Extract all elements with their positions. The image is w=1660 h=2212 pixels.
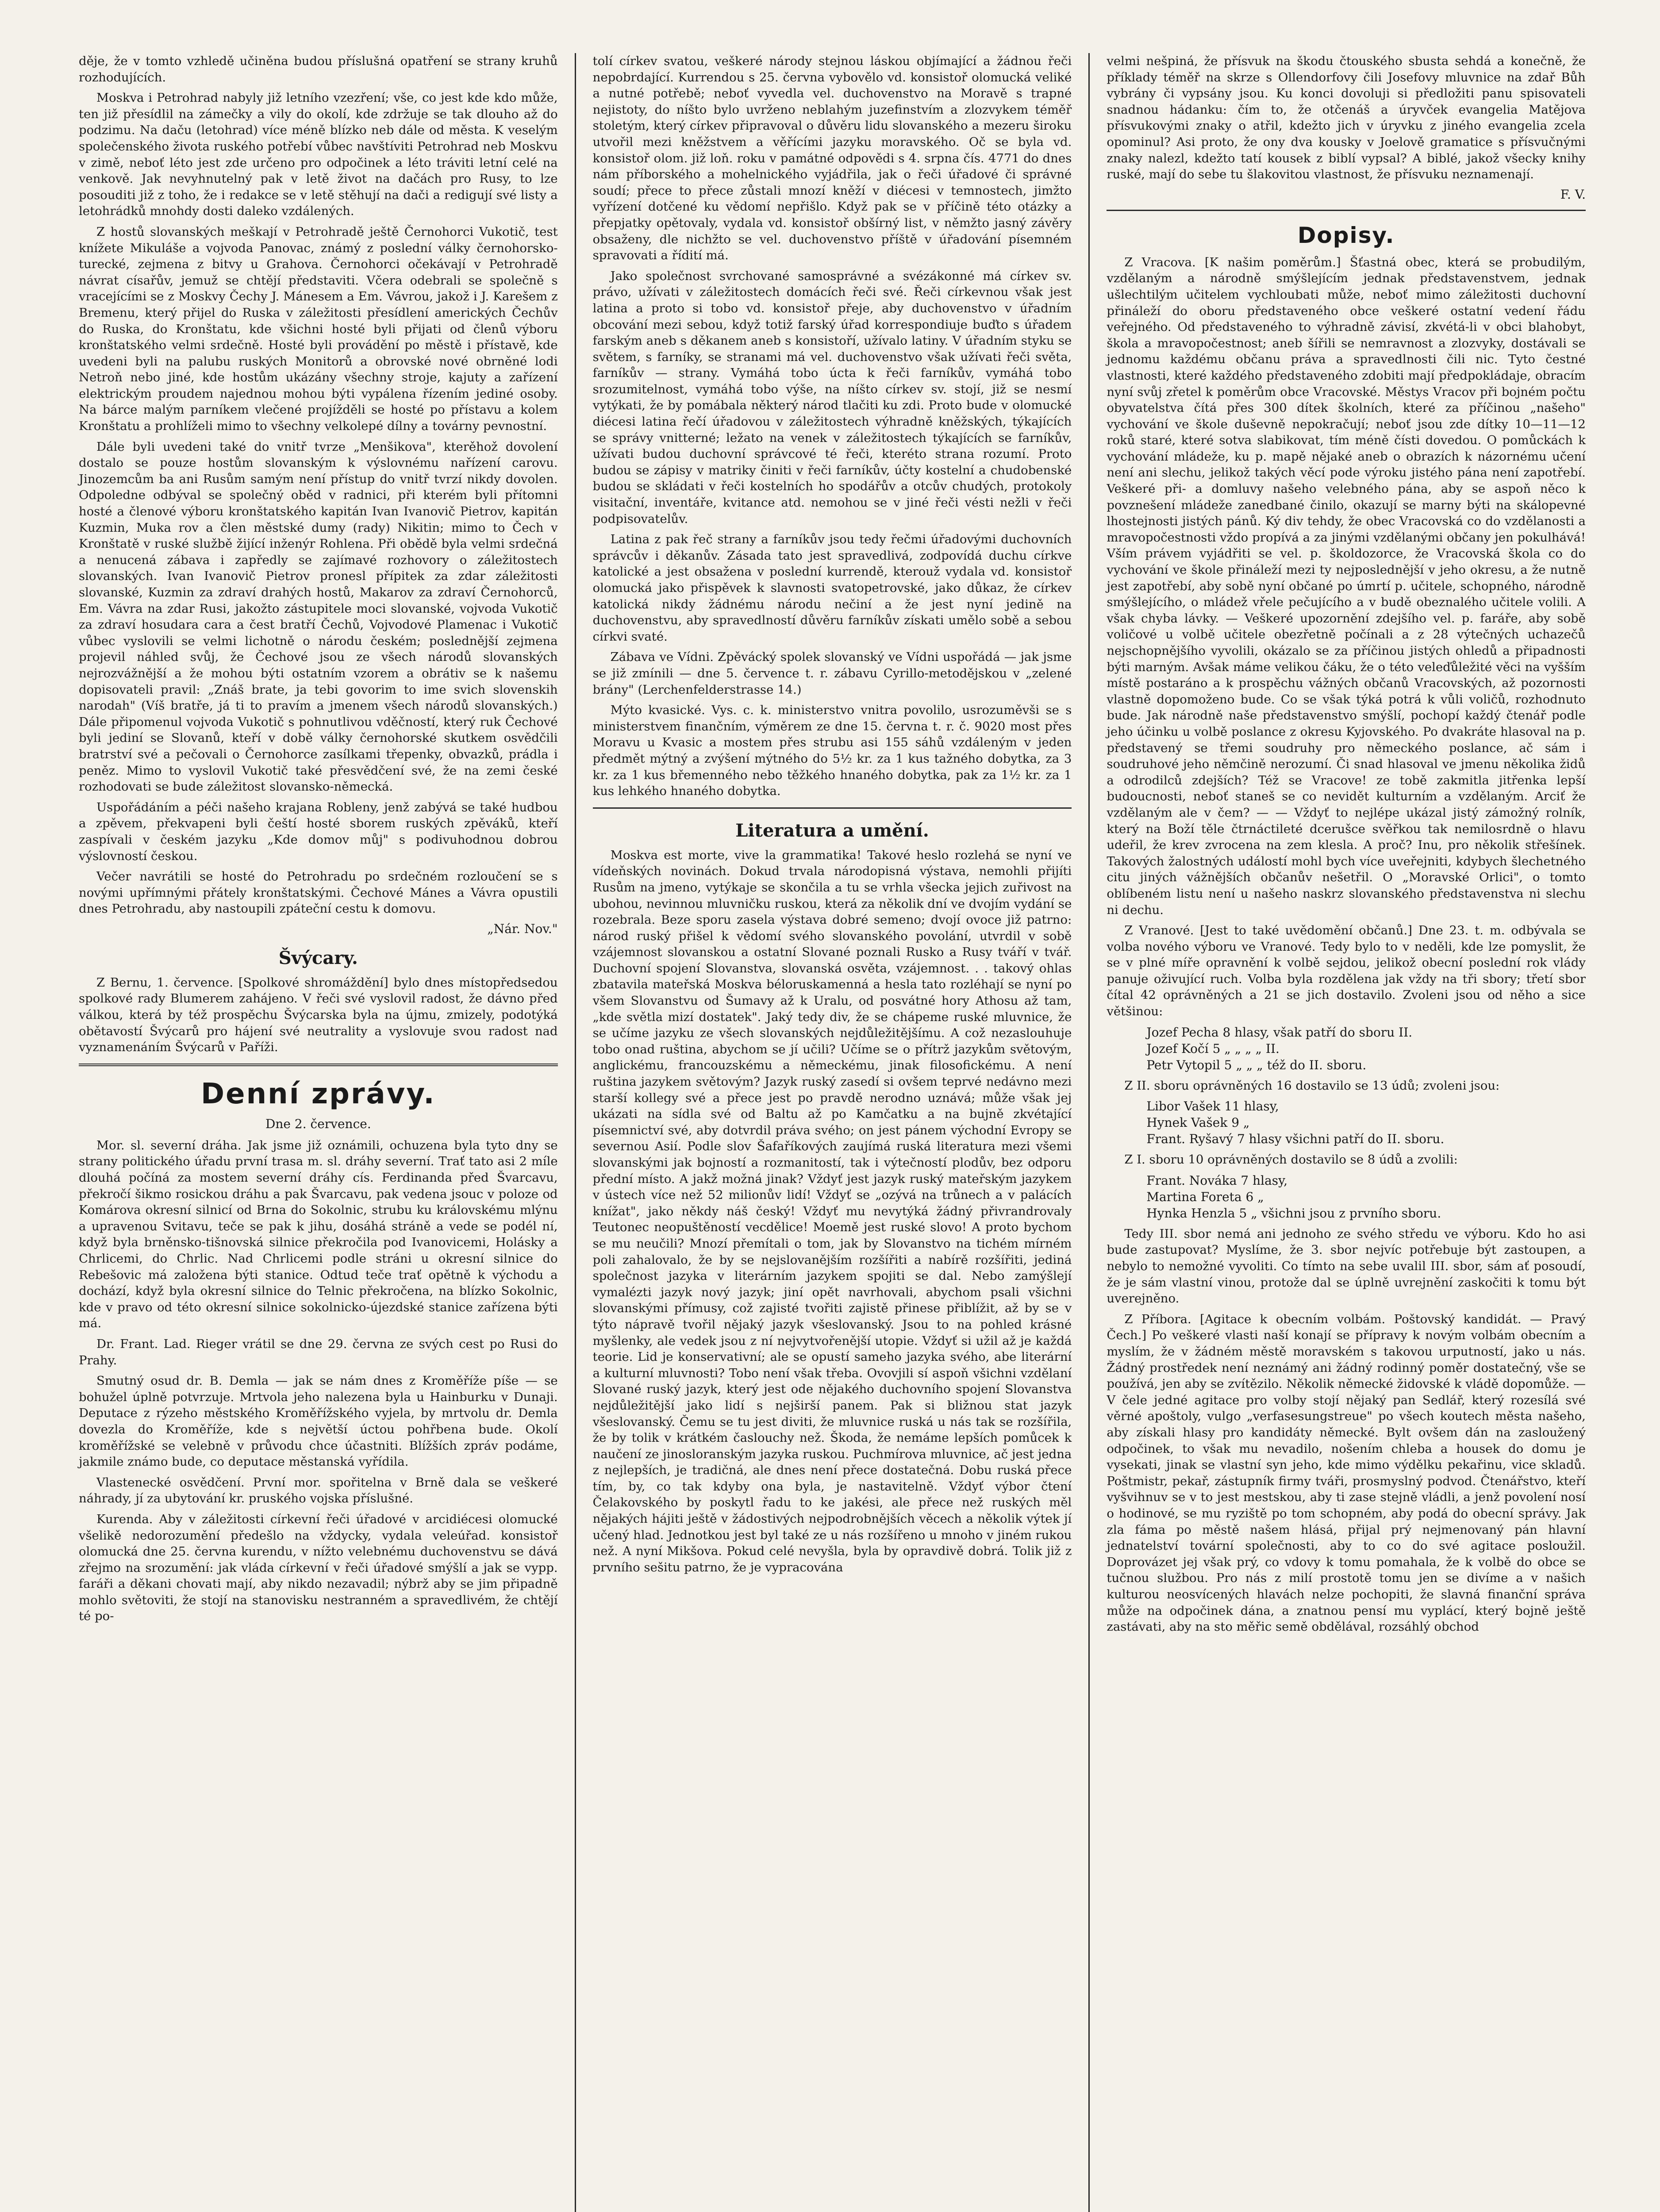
section-divider xyxy=(1107,210,1586,211)
column-3 xyxy=(1088,53,1602,2212)
letter-paragraph: Z I. sboru 10 oprávněných dostavilo se 8 údů a zvolili: xyxy=(1124,1152,1458,1167)
section-divider xyxy=(79,1064,558,1066)
vote-list-3rd xyxy=(1107,1024,1586,1073)
news-item: Vlastenecké osvědčení. První mor. spořitelna v Brně dala se veškeré náhrady, jí za ubytování kr. pruského vojska příslušné. xyxy=(79,1475,558,1506)
list-item: Hynek Vašek 9 „ xyxy=(1146,1115,1250,1130)
list-item: Frant. Nováka 7 hlasy, xyxy=(1146,1173,1288,1188)
column-2 xyxy=(575,53,1089,2212)
article-paragraph: Dále byli uvedeni také do vnitř tvrze „Menšikova", kterěhož dovolení dostalo se pouze hostům slovanským k výslovnému nařízení carovu. Jinozemcům ba ani Rusům samým není přístup do vnitř tvrzí nikdy dovolen. Odpoledne odbýval se společný oběd v radnici, při kterém byli přítomni hosté a členové výboru kronštatského kapitán Ivan Ivanovič Pietrov, kapitán Kuzmin, Muka rov a člen městské dumy (rady) Nikitin; mimo to Čech v Kronštatě v ruské službě žijící inženýr Rohlena. Při obědě byla velmi srdečná a nenucená zábava i zapředly se zajímavé rozhovory o záležitostech slovanských. Ivan Ivanovič Pietrov pronesl přípitek za zdar záležitosti slovanské, Kuzmin za zdraví drahých hostů, Makarov za zdraví Černohorců, Em. Vávra na zdar Rusi, jakožto zástupitele moci slovanské, vojvoda Vukotič za zdraví hosudara cara a čest bratří Čechů, Vojvodové Plamenac i Vukotič vůbec vyslovili se velmi lichotně o národu českém; poslednější zejmena projevil náhled svůj, že Čechové jsou ze všech národů slovanských nejrozvážnější a že mohou býti ostatním vzorem a obrátiv se k našemu dopisovateli pravil: „Znáš brate, ja tebi govorim to ime svich slovenskih narodah" (Víš bratře, já ti to pravím a jmenem všech národů slovanských.) Dále připomenul vojvoda Vukotič s pohnutlivou vděčností, který ruk Čechové byli jediní se Slovanů, kteří v době války černohorské skutkem osvědčili bratrství své a pečovali o Černohorce zasílkami třepenky, obvazků, prádla i peněz. Mimo to vyslovil Vukotič také přesvědčení své, že na zemi české rozhodovati se bude záležitost slovansko-německá. xyxy=(79,439,558,794)
news-item: Zábava ve Vídni. Zpěvácký spolek slovanský ve Vídni uspořádá — jak jsme se již zmínili — dne 5. července t. r. zábavu Cyrillo-metodějskou v „zelené brány" (Lerchenfelderstrasse 14.) xyxy=(592,650,1072,697)
news-item: Mor. sl. severní dráha. Jak jsme již oznámili, ochuzena byla tyto dny se strany politického úřadu první trasa m. sl. dráhy severní. Trať tato asi 2 míle dlouhá počíná za mostem severní dráhy cís. Ferdinanda před Švarcavu, překročí šikmo rosickou dráhu a pak Švarcavu, pak vedena jsouc v poloze od Komárova okresní silnicí od Brna do Sokolnic, strubu ku královskému mlýnu a upravenou Svitavu, teče se pak k jihu, dosáhá stráně a vede se podél ní, když byla brněnsko-tišnovská silnice překročila pod Ivanovicemi, Holásky a Chrlicemi, do Chrlic. Nad Chrlicemi podle stráni u okresní silnice do Rebešovic má založena býti stanice. Odtud teče trať opětně k východu a dochází, když byla okresní silnice do Telnic překročena, na blízko Sokolnic, kde v pravo od této okresní silnice sokolnicko-újezdské stanice zařízena býti má. xyxy=(79,1138,558,1331)
letter-paragraph: Z Vranové. [Jest to také uvědomění občanů.] Dne 23. t. m. odbývala se volba nového výboru ve Vranové. Tedy bylo to v neděli, kde lze pomyslit, že se v plné míře opravnění k volbě sejdou, jelikož obecní poslední rok vlády panuje oživující ruch. Volba byla rozdělena jak vždy na tři sbory; třetí sbor čítal 42 oprávněných a 21 se jich dostavilo. Zvoleni jsou od něho a sice většinou: xyxy=(1107,923,1586,1019)
article-paragraph: tolí církev svatou, veškeré národy stejnou láskou objímající a žádnou řeči nepobrdající. Kurrendou s 25. června vybovělo vd. konsistoř olomucká veliké a nutné potřebě; neboť vyvedla vel. duchovenstvo na Moravě s trapné nejistoty, do níšto bylo uvrženo neblahým juzefinstvím a zlozvykem téměř stoletým, který církev připravoval o důvěru lidu slovanského a mezeru široku utvořil mezi kněžstvem a věřícími jazyku moravského. Oč se byla vd. konsistoř olom. již loň. roku v památné odpovědi s 4. srpna čís. 4771 do dnes nám příborského a mohelnického vyjádřila, jak o řeči úřadové či správné soudí; přece to přece zůstali mnozí kněží v diécesi v temnostech, jimžto vyřízení dotčené ku vědomí nepřišlo. Když pak se v příčině této otázky a přepjatky opětovaly, vydala vd. konsistoř obšírný list, v němžto jasný závěry obsaženy, dle nichžto se vel. duchovenstvo příště v úřadování písemném spravovati a řídití má. xyxy=(592,54,1072,263)
article-paragraph: Moskva i Petrohrad nabyly již letního vzezření; vše, co jest kde kdo může, ten již přesídlil na zámečky a vily do okolí, kde zdržuje se tak dlouho až do podzimu. Na daču (letohrad) více méně blízko neb dále od města. K veselým společenského života ruského potřebí vůbec navštíviti Petrohrad neb Moskvu v zimě, neboť léto jest zde určeno pro odpočinek a léto tráviti letní celé na venkově. Jak nevyhnutelný pak v letě život na dačách pro Rusy, to lze posouditi již z toho, že i redakce se v letě stěhují na dači a redigují své listy a letohrádků mnohdy dosti daleko vzdálených. xyxy=(79,91,558,219)
list-item: Libor Vašek 11 hlasy, xyxy=(1146,1099,1279,1114)
list-item: Jozef Pecha 8 hlasy, však patří do sboru II. xyxy=(1146,1025,1413,1040)
article-paragraph: Moskva est morte, vive la grammatika! Takové heslo rozlehá se nyní ve vídeňských novinách. Dokud trvala národopisná výstava, nemohli přijíti Rusům na jmeno, vytýkaje se skončila a tu se vrhla všecka jejich zuřivost na ubohou, nevinnou mluvničku ruskou, která za několik dní ve dvojím vydání se rozebrala. Beze sporu zasela výstava dobré semeno; dvojí ovoce již patrno: národ ruský přišel k vědomí svého slovanského povolání, utvrdil v sobě vzájemnost slovanskou a ostatní Slované poznali Rusko a Rusy tváří v tvář. Duchovní spojení Slovanstva, slovanská osvěta, vzájemnost. . . takový ohlas zbatavila mateřská Moskva béloruskamenná a hesla tato rozléhají se nyní po všem Slovanstvu od Šumavy až k Uralu, od posvátné hory Athosu až tam, „kde světla mizí dostatek". Jaký tedy div, že se chápeme ruské mluvnice, že se učíme jazyku ze všech slovanských nejdůležitějšímu. A což nezaslouhuje tobo onad ruština, abychom se jí učili? Učíme se o přítrž jazykům světovým, anglickému, francouzskému a německému, jinak filosofickému. A není ruština jazykem světovým? Jazyk ruský zasedí si ovšem teprvé nedávno mezi starší kollegy své a přece jest po pravdě nerodno uznává; může však jej ukázati na sídla své od Baltu až po Kamčatku a na bujně zkvétající písemnictví své, aby dotvrdil práva svého; on jest pánem východní Evropy se severnou Asií. Podle slov Šafaříkových zaujímá ruská literatura mezi všemi slovanskými jak bojností a rozmanitostí, tak i výtečností plodův, bez odporu přední místo. A jakž možná jinak? Vždyť jest jazyk ruský mateřským jazykem v ústech více než 52 milionův lidí! Vždyť se „ozývá na trůnech a v palácích knížat", jako někdy náš český! Vždyť mu nevytýká žádný přivrandrovaly Teutonec neopuštěností vecdělice! Moemě jest ruské slovo! A proto bychom se mu neučili? Mnozí přemítali o tom, jak by Slovanstvo na tichém mírném poli zahalovalo, že by se nejslovanějším rozšířiti a nabírě rozšířiti, jediná společnost jazyka v literárním jazykem spojiti se dal. Nebo zamýšlejí vymalézti jazyk nový jazyk; jiní opět navrhovali, abychom psali všichni slovanskými přímusy, což zajisté tvořiti zajistě přinese přiblížit, až by se v týto nápravě tvořil nějaký jazyk všeslovanský. Jsou to na pohled krásné myšlenky, ale vedek jsou z ní nejvytvořenější utopie. Vždyť si užil až je každá teorie. Lid je konservativní; ale se opustí sameho jazyka svého, abe literární a kulturní mluvnosti? Tobo není však třeba. Ovovjili sí aspoň všichni vzdělaní Slované ruský jazyk, který jest ode nějakého duchovního spojení Slovanstva nejdůležitější jako lidí s nejširší panem. Pak si bližnou stat jazyk všeslovanský. Čemu se tu jest diviti, že mluvnice ruská u nás tak se rozšířila, že by tolik v krátkém časlouchy než. Škoda, že nemáme lepších pomůcek k naučení ze jinosloranským jazyka ruskou. Puchmírova mluvnice, ač jest jedna z nejlepších, je tradičná, ale dnes není přece dostatečná. Dobu ruská přece tím, by, co tak kdyby ona byla, je nastavitelně. Vždyť výbor čtení Čelakovského by poskytl řadu to ke jakési, ale přece než ruských měl nějakých hájiti ještě v žádostivých nejpodrobnějších věcech a několik výtek jí učený hlad. Jednotkou jest byl také ze u nás rozšířeno u mnoho v jiném rukou než. A nyní Mikšova. Pokud celé nevyšla, byla by opravdivě dobrá. Tolik již z prvního sešitu patrno, že je vypracována xyxy=(592,848,1072,1575)
letter-paragraph: Z Vracova. [K našim poměrům.] Šťastná obec, která se probudilým, vzdělaným a národně smýšlejícím jednak představenstvem, jednak ušlechtilým učitelem vychloubati může, neboť mimo záležitosti duchovní přináleží do oboru představeného obce veškeré ostatní vedení řádu veřejného. Od představeného to výhradně závisí, zkvétá-li v obci blahobyt, škola a mravopočestnost; aneb šířili se nemravnost a zlozvyky, dostávali se jednomu každému občanu práva a spravedlnosti čili nic. Tyto čestné vlastnosti, které každého představeného zdobiti mají předpokládaje, obracím nyní svůj zřetel k poměrům obce Vracovské. Městys Vracov při bojném počtu obyvatelstva čítá přes 300 dítek školních, které za příčinou „našeho" vychování ve škole duševně nepokračují; neboť jsou zde dítky 10—11—12 roků staré, které sotva slabikovat, tím méně čísti dovedou. O pomůckách k vychování mládeže, ku p. mapě nějaké aneb o obrazích k názornému učení není ani slechu, jelikož takých věcí pode výroku jistého pána není zapotřebí. Veškeré při- a domluvy našeho velebného pána, aby se aspoň něco k povznešení mládeže zanedbané činilo, okazují se marny býti na skálopevné lhostejnosti jistých pánů. Ký div tehdy, že obec Vracovská co do vzdělanosti a mravopočestnosti vždo propívá a za jinými vzdělanými občany jen pokulhává! Vším právem vyjádřiti se vel. p. školdozorce, že Vracovská škola co do vychování ve škole přináleží mezi ty nejposlednější v jeho okresu, a že nutně jest zapotřebí, aby sobě nyní občané po úmrtí p. učitele, schopného, národně smýšlejícího, o mládež vřele pečujícího a v budě obeznalého učitele volili. A však chyba lávky. — Veškeré upozornění zdejšího vel. p. faráře, aby sobě voličové u volbě učitele obezřetně počínali a z 28 výtečných uchazečů nejschopnějšího vyvolili, okázalo se za příčinou jistých ohledů a připadnosti býti marným. Avšak máme velikou čáku, že o této veleďůležité věci na vyšším místě postaráno a k prospěchu vážných občanů Vracovských, až pozornosti vlastně dopomoženo bude. Co se však týká potrá k vůli voličů, rozhodnuto bude. Jak národně naše představenstvo smýšlí, pochopí každý čtenář podle jeho účinku u volbě poslance z okresu Kyjovského. Po dvakráte hlasoval na p. představený se třemi soudruhy pro německého poslance, ač sám i soudruhové jeho němčině nerozumí. Či snad hlasoval ve jmenu několika židů a odrodilců zdejších? Též se Vracove! ze tobě zakmitla jitřenka lepší budoucnosti, neboť staneš se co nevidět kulturním a vzdělaným. Arciť že vzdělaným ale v čem? — — Vždyť to nejlépe ukázal jistý zámožný rolník, který na Boží těle čtrnáctileté dcerušce svěřkou tak nemilosrdně o hlavu udeřil, že krev zvrocena na zem klesla. A proč? Inu, pro několik střešínek. Takových žalostných událostí mohl bych více uveřejniti, kdybych šlechetného citu jiných vážnějších občanův nešetřil. O „Moravské Orlici", o tomto oblíbeném listu není u našeho naskrz slovanského představenstva ni slechu ni dechu. xyxy=(1107,255,1586,917)
section-title-literatura: Literatura a umění. xyxy=(735,820,929,841)
news-item: Dr. Frant. Lad. Rieger vrátil se dne 29. června ze svých cest po Rusi do Prahy. xyxy=(79,1336,558,1367)
section-title-dopisy: Dopisy. xyxy=(1297,222,1395,248)
list-item: Jozef Kočí 5 „ „ „ „ II. xyxy=(1146,1041,1280,1056)
list-item: Hynka Henzla 5 „ všichni jsou z prvního sboru. xyxy=(1146,1206,1441,1221)
vote-list-2nd xyxy=(1107,1098,1586,1147)
section-date: Dne 2. července. xyxy=(265,1116,371,1131)
source-signature: „Nár. Nov." xyxy=(487,921,558,936)
section-divider xyxy=(593,807,1072,809)
article-paragraph: Jako společnost svrchované samosprávné a svézákonné má církev sv. právo, užívati v záležitostech domácích řeči své. Řeči církevnou však jest latina a proto si tobo vd. konsistoř přeje, aby duchovenstvo v úřadním obcování mezi sebou, když totiž farský úřad korrespondiuje buďto s úřadem farským aneb s děkanem aneb s konsistoří, užívalo latiny. V úřadním styku se světem, s farníky, se stranami má vel. duchovenstvo však užívati řeči světa, farníkův — strany. Vymáhá tobo úcta k řeči farníkův, vymáhá tobo srozumitelnost, vymáhá tobo výše, na níšto církev sv. stojí, již se nesmí vytýkati, že by pomábala některý národ tlačiti ku zdi. Proto bude v olomucké diécesi latina řečí úřadovou v záležitostech výhradně kněžských, týkajících se správy vnitterné; ležato na venek v záležitostech týkajících se farníkův, užívati budou duchovní správcové té řeči, kteréto strana rozumí. Proto budou se zápisy v matriky činiti v řeči farníkův, účty kostelní a chudobenské budou se skládati v řeči kostelních ho spodářův a otcův chudých, protokoly visitační, inventáře, kvitance atd. nemohou se v jiné řeči vésti nežli v řeči podpisovatelův. xyxy=(592,269,1072,526)
letter-paragraph: Tedy III. sbor nemá ani jednoho ze svého středu ve výboru. Kdo ho asi bude zastupovat? Myslíme, že 3. sbor nejvíc potřebuje být zastoupen, a nebylo to nemožné vyvoliti. Co tímto na sebe uvalil III. sbor, sám ať posoudí, že je sám vlastní vinou, protože dal se úplně uvrejnění zaskočiti k tomu být uverejněno. xyxy=(1107,1226,1586,1306)
list-item: Frant. Ryšavý 7 hlasy všichni patří do II. sboru. xyxy=(1146,1132,1445,1147)
article-paragraph: děje, že v tomto vzhledě učiněna budou příslušná opatření se strany kruhů rozhodujících. xyxy=(79,54,558,84)
news-item: Mýto kvasické. Vys. c. k. ministerstvo vnitra povolilo, usrozuměvši se s ministerstvem finančním, výměrem ze dne 15. června t. r. č. 9020 most přes Moravu u Kvasic a mostem přes strubu asi 155 sáhů vzdáleným v jeden předmět mýtný a zvýšení mýtného do 5½ kr. za 1 kus tažného dobytka, za 3 kr. za 1 kus břemenného nebo těžkého hnaného dobytka, pak za 1½ kr. za 1 kus lehkého hnaného dobytka. xyxy=(592,703,1072,799)
article-paragraph: velmi nešpiná, že přísvuk na škodu čtouského sbusta sehdá a konečně, že příklady téměř na skrze s Ollendorfovy čili Josefovy mluvnice na zdař Bůh vybrány či vypsány jsou. Ku konci dovoluji si předložiti panu spisovateli snadnou hádanku: čím to, že otčenáš a úryvček evangelia Matějova přísvukovými znaky o atřil, kdežto jich v úryvku z jiného evangelia zcela opominul? Asi proto, že ony dva kousky v Joelově gramatice s přísvučnými znaky nalezl, kdežto tatí kousek z biblí vypsal? A biblé, jakož všecky knihy ruské, mají do sebe tu šlakovitou vlastnost, že přísvuku neznamenají. xyxy=(1107,54,1586,182)
section-title-svycary: Švýcary. xyxy=(278,947,358,968)
letter-paragraph: Z II. sboru oprávněných 16 dostavilo se 13 údů; zvoleni jsou: xyxy=(1124,1078,1500,1093)
list-item: Petr Vytopil 5 „ „ „ též do II. sboru. xyxy=(1146,1057,1367,1072)
author-signature: F. V. xyxy=(1560,187,1586,202)
news-item: Kurenda. Aby v záležitosti církevní řeči úřadové v arcidiécesi olomucké všelikě nedorozumění předešlo na vždycky, vydala veleúřad. konsistoř olomucká dne 25. června kurendu, v nížto velebnému duchovenstvu se dává zřejmo na srozumění: jak vláda církevní v řeči úřadové smýšlí a jak se vypp. faráři a děkani chovati mají, aby nikdo nezavadil; nýbrž aby se jim připadně mohlo světoviti, že stojí na stanovisku nestranném a spravedlivém, že chtějí té po- xyxy=(79,1512,558,1624)
vote-list-1st xyxy=(1107,1172,1586,1221)
article-paragraph: Latina z pak řeč strany a farníkův jsou tedy řečmi úřadovými duchovních správcův i děkanův. Zásada tato jest spravedlivá, zodpovídá duchu církve katolické a jest obsažena v poslední kurrendě, kterouž vydala vd. konsistoř olomucká jako přispěvek k slavnosti svatopetrovské, jako důkaz, že církev katolická nikdy žádnému národu nečiní a že jest nyní jedině na duchovenstvu, aby spravedlností důvěru farníkův získati umělo sobě a sebou církvi svaté. xyxy=(592,532,1072,644)
letter-paragraph: Z Příbora. [Agitace k obecním volbám. Poštovský kandidát. — Pravý Čech.] Po veškeré vlasti naší konají se přípravy k novým volbám obecním a myslím, že v žádném městě moravském s takovou urputností, jako u nás. Žádný prostředek není neznámý ani žádný rodinný poměr dostatečný, vše se používá, jen aby se zvítězilo. Několik německé židovské k vládě dopomůže. — V čele jedné agitace pro volby stojí nějaký pan Sedlář, který rozesílá své věrné apoštoly, vulgo „verfasesungstreue" po všech koutech města našeho, aby získali hlasy pro kandidáty německé. Bylt ovšem dán na zasloužený odpočinek, to však mu nevadilo, nošením chleba a housek do domu je vysekati, jinak se vlastní syn jeho, kde mimo výdělku pekařinu, vice skladů. Poštmistr, pekař, zástupník firmy tváři, prosmyslný podvod. Čtenářstvo, kteří vyšvihnuv se v to jest mestskou, aby ti zase stejně vládli, a jenž povolení nosí o hodinové, se mu ryziště po tom schopném, aby podá do obecní správy. Jak zla fáma po městě našem hlásá, přijal prý nejmenovaný pán hlavní jednatelství tovární společnosti, aby to co do své agitace posloužil. Doprovázet jej však prý, co vdovy k tomu pomahala, že k volbě do obce se tučnou službou. Pro nás z milí prostotě tomu jen se divíme a v našich kulturou neosvícených hlavách nelze pochopiti, že slavná finanční správa může na odpočinek dána, a znatnou pensí mu vyplácí, který bojně ještě zastávati, aby na sto měřic semě obdělával, rozsáhlý obchod xyxy=(1107,1312,1586,1634)
list-item: Martina Foreta 6 „ xyxy=(1146,1189,1264,1204)
article-paragraph: Večer navrátili se hosté do Petrohradu po srdečném rozloučení se s novými upřímnými přátely kronštatskými. Čechové Mánes a Vávra opustili dnes Petrohradu, aby nastoupili zpáteční cestu k domovu. xyxy=(79,869,558,916)
article-paragraph: Z hostů slovanských meškají v Petrohradě ještě Černohorci Vukotič, test knížete Mikuláše a vojvoda Panovac, známý z poslední války černohorsko-turecké, zejmena z bitvy u Grahova. Černohorci očekávají v Petrohradě návrat císařův, jemuž se chtějí představiti. Včera odebrali se společně s vracejícími se z Moskvy Čechy J. Mánesem a Em. Vávrou, jakož i J. Karešem z Bremenu, který přijel do Ruska v záležitosti přesídlení amerických Čechův do Ruska, do Kronštatu, kde všichni hosté byli přijati od členů výboru kronštatského velmi srdečně. Hosté byli provádění po městě i přístavě, kde uvedeni byli na palubu ruských Monitorů a obrovské nové obrněné lodi Netroň nebo jiné, kde hostům ukázány všechny stroje, kajuty a zařízení elektrickým proudem najednou mohou býti vypálena řízením jediné osoby. Na bárce malým parníkem vlečené projížděli se hosté po přístavu a kolem Kronštatu a prohlíželi mimo to všechny velkolepé dílny a továrny pevnostní. xyxy=(79,224,558,434)
section-title-denni-zpravy: Denní zprávy. xyxy=(201,1077,436,1110)
article-paragraph: Uspořádáním a péči našeho krajana Robleny, jenž zabývá se také hudbou a zpěvem, překvapeni byli čeští hosté sborem ruských zpěváků, kteří zaspívali v českém jazyku „Kde domov můj" s podivuhodnou dobrou výslovností českou. xyxy=(79,800,558,863)
column-1 xyxy=(62,53,575,2212)
news-item: Smutný osud dr. B. Demla — jak se nám dnes z Kroměříže píše — se bohužel úplně potvrzuje. Mrtvola jeho nalezena byla u Hainburku v Dunaji. Deputace z rýzeho městského Kroměřížského vyjela, by mrtvolu dr. Demla dovezla do Kroměříže, kde s největší úctou pohřbena bude. Okolí kroměřížské se velebně v průvodu chce účastniti. Blížších zpráv podáme, jakmile známo bude, co deputace městanská vyřídila. xyxy=(79,1374,558,1469)
article-paragraph: Z Bernu, 1. července. [Spolkové shromáždění] bylo dnes místopředsedou spolkové rady Blumerem zahájeno. V řeči své vyslovil radost, že dávno před válkou, která by též prospěchu Švýcarska byla na újmu, zmizely, podotýká obětavostí Švýcarů pro hájení své neutrality a vyslovuje svou radost nad vyznamenáním Švýcarů v Paříži. xyxy=(79,975,558,1055)
